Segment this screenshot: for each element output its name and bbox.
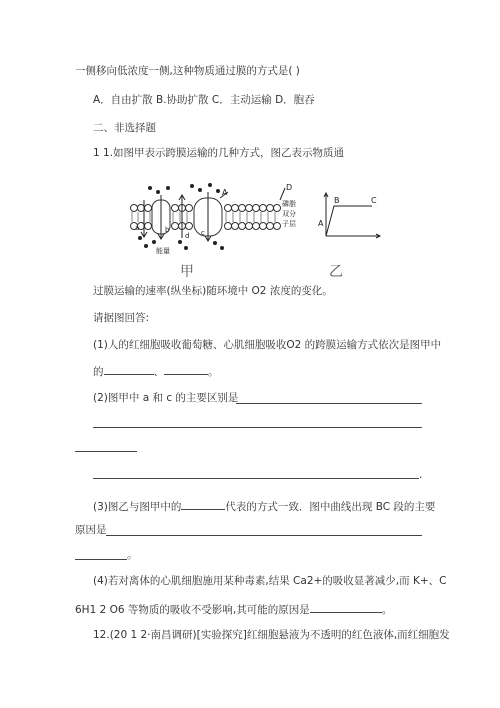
sub-question-4: (4)若对离体的心肌细胞施用某种毒素,结果 Ca2+的吸收显著减少,而 K+、C (93, 575, 447, 587)
answer-instruction: 请据图回答: (93, 312, 150, 324)
answer-line-3c[interactable] (75, 559, 127, 560)
graph-label-C: C (371, 196, 377, 205)
sub-question-4-text: 6H1 2 O6 等物质的吸收不受影响,其可能的原因是 (75, 604, 310, 616)
answer-blank-3a[interactable] (181, 498, 225, 510)
fig-label-D: D (286, 183, 293, 192)
graph-label-B: B (334, 196, 340, 205)
answer-blank-4[interactable] (310, 601, 382, 613)
figure-yi-rate-graph (316, 192, 386, 240)
fig-label-a: a (135, 224, 140, 232)
answer-line-2d-end: . (419, 469, 423, 481)
section-heading: 二、非选择题 (93, 122, 156, 134)
sub-question-2: (2)图甲中 a 和 c 的主要区别是 (93, 392, 239, 404)
choice-options: A．自由扩散 B.协助扩散 C．主动运输 D．胞吞 (93, 94, 315, 106)
fig-label-b: b (165, 226, 170, 234)
sub-question-3 (93, 498, 435, 514)
sub-question-3-part2: 代表的方式一致．图中曲线出现 BC 段的主要 (225, 501, 436, 513)
fig-label-A: A (222, 188, 228, 197)
fig-label-phospholipid-2: 双分 (282, 210, 296, 218)
question-12: 12.(20 1 2·南昌调研)[实验探究]红细胞悬液为不透明的红色液体,而红细胞发 (93, 629, 450, 641)
answer-line-2b[interactable] (93, 427, 422, 428)
sub-question-3-part1: (3)图乙与图甲中的 (93, 501, 182, 513)
sub-question-1: (1)人的红细胞吸收葡萄糖、心肌细胞吸收O2 的跨膜运输方式依次是图甲中 (93, 339, 442, 351)
question-option-line-top: 一侧移向低浓度一侧,这种物质通过膜的方式是( ) (75, 65, 300, 77)
sub-question-1-blanks (93, 363, 219, 379)
figure-jia-caption: 甲 (180, 264, 194, 280)
sub-question-4-end: 。 (381, 604, 393, 616)
answer-blank-1b[interactable] (164, 363, 208, 375)
answer-line-3b[interactable] (106, 535, 422, 536)
answer-blank-1a[interactable] (104, 363, 154, 375)
text-de: 的 (93, 366, 104, 378)
text-comma: 、 (153, 366, 164, 378)
answer-line-3c-end: 。 (127, 549, 138, 561)
fig-label-c: c (201, 229, 205, 237)
graph-label-A: A (318, 219, 324, 228)
sub-question-4-cont (75, 601, 392, 617)
figure-jia-membrane-diagram (120, 180, 310, 255)
answer-line-2a[interactable] (236, 403, 422, 404)
fig-label-d: d (185, 232, 190, 240)
sub-question-3-reason: 原因是 (75, 524, 107, 536)
question-11-intro: 1 1.如图甲表示跨膜运输的几种方式，图乙表示物质通 (93, 147, 345, 159)
fig-label-phospholipid-1: 磷脂 (282, 200, 296, 208)
figure-yi-caption: 乙 (329, 264, 343, 280)
text-period: 。 (208, 366, 219, 378)
answer-line-2d[interactable] (93, 478, 419, 479)
question-11-intro-cont: 过膜运输的速率(纵坐标)随环境中 O2 浓度的变化。 (93, 285, 333, 297)
fig-label-phospholipid-3: 子层 (282, 220, 296, 228)
fig-label-energy: 能量 (156, 247, 170, 255)
answer-line-2c[interactable] (75, 451, 137, 452)
